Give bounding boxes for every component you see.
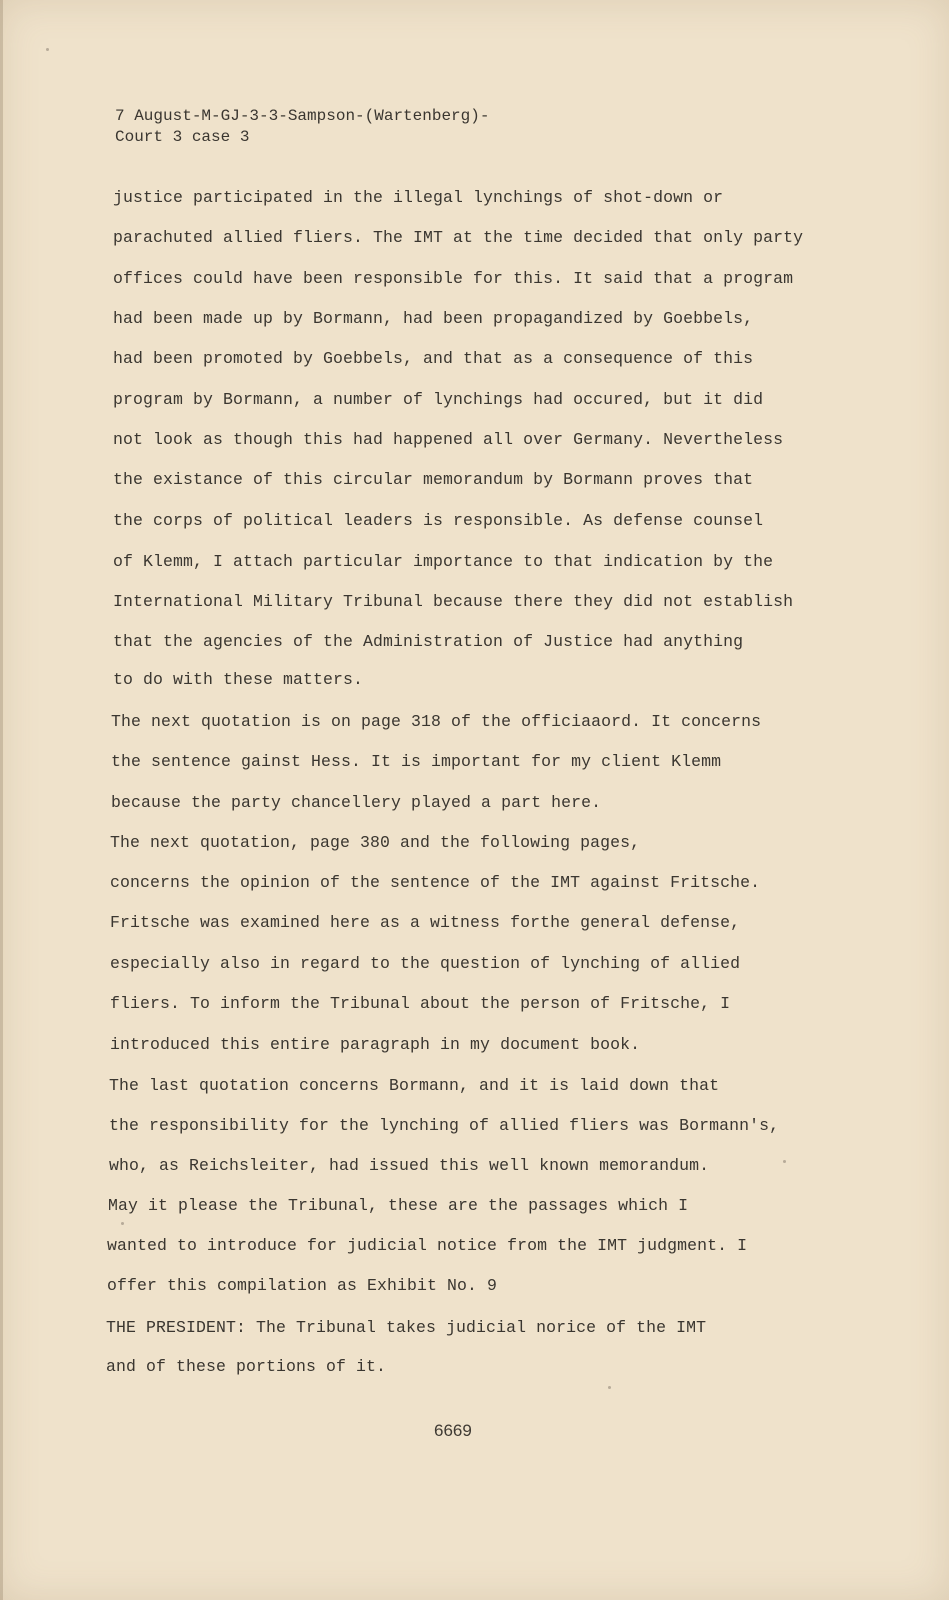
page-number: 6669 bbox=[434, 1421, 472, 1440]
body-line: fliers. To inform the Tribunal about the person of Fritsche, I bbox=[110, 994, 731, 1013]
paper-speck bbox=[121, 1222, 124, 1225]
body-line: offices could have been responsible for this. It said that a program bbox=[113, 269, 794, 288]
body-line: program by Bormann, a number of lynchings had occured, but it did bbox=[113, 390, 764, 409]
body-line: had been made up by Bormann, had been propagandized by Goebbels, bbox=[113, 309, 754, 328]
body-line: International Military Tribunal because there they did not establish bbox=[113, 592, 794, 611]
paper-speck bbox=[783, 1160, 786, 1163]
body-line: who, as Reichsleiter, had issued this well known memorandum. bbox=[109, 1156, 710, 1175]
body-line: the sentence gainst Hess. It is important for my client Klemm bbox=[111, 752, 722, 771]
page-edge bbox=[0, 0, 3, 1600]
paper-speck bbox=[46, 48, 49, 51]
body-line: The last quotation concerns Bormann, and it is laid down that bbox=[109, 1076, 720, 1095]
body-line: and of these portions of it. bbox=[106, 1357, 387, 1376]
header-line-1: 7 August-M-GJ-3-3-Sampson-(Wartenberg)- bbox=[115, 107, 490, 125]
body-line: Fritsche was examined here as a witness forthe general defense, bbox=[110, 913, 741, 932]
body-line: The next quotation is on page 318 of the officiaaord. It concerns bbox=[111, 712, 762, 731]
document-header bbox=[115, 106, 489, 148]
body-line: parachuted allied fliers. The IMT at the time decided that only party bbox=[113, 228, 804, 247]
paper-speck bbox=[608, 1386, 611, 1389]
body-line: not look as though this had happened all over Germany. Nevertheless bbox=[113, 430, 784, 449]
body-line: of Klemm, I attach particular importance to that indication by the bbox=[113, 552, 774, 571]
body-line: wanted to introduce for judicial notice from the IMT judgment. I bbox=[107, 1236, 748, 1255]
body-line: the responsibility for the lynching of allied fliers was Bormann's, bbox=[109, 1116, 780, 1135]
header-line-2: Court 3 case 3 bbox=[115, 128, 250, 146]
body-line: to do with these matters. bbox=[113, 670, 364, 689]
body-line: The next quotation, page 380 and the following pages, bbox=[110, 833, 641, 852]
body-line: justice participated in the illegal lynchings of shot-down or bbox=[113, 188, 724, 207]
body-line: offer this compilation as Exhibit No. 9 bbox=[107, 1276, 498, 1295]
body-line: THE PRESIDENT: The Tribunal takes judicial norice of the IMT bbox=[106, 1318, 707, 1337]
body-line: introduced this entire paragraph in my document book. bbox=[110, 1035, 641, 1054]
body-line: especially also in regard to the question of lynching of allied bbox=[110, 954, 741, 973]
body-line: because the party chancellery played a part here. bbox=[111, 793, 602, 812]
body-line: May it please the Tribunal, these are the passages which I bbox=[108, 1196, 689, 1215]
body-line: concerns the opinion of the sentence of the IMT against Fritsche. bbox=[110, 873, 761, 892]
body-line: had been promoted by Goebbels, and that as a consequence of this bbox=[113, 349, 754, 368]
body-line: that the agencies of the Administration of Justice had anything bbox=[113, 632, 744, 651]
body-line: the existance of this circular memorandum by Bormann proves that bbox=[113, 470, 754, 489]
body-line: the corps of political leaders is responsible. As defense counsel bbox=[113, 511, 764, 530]
